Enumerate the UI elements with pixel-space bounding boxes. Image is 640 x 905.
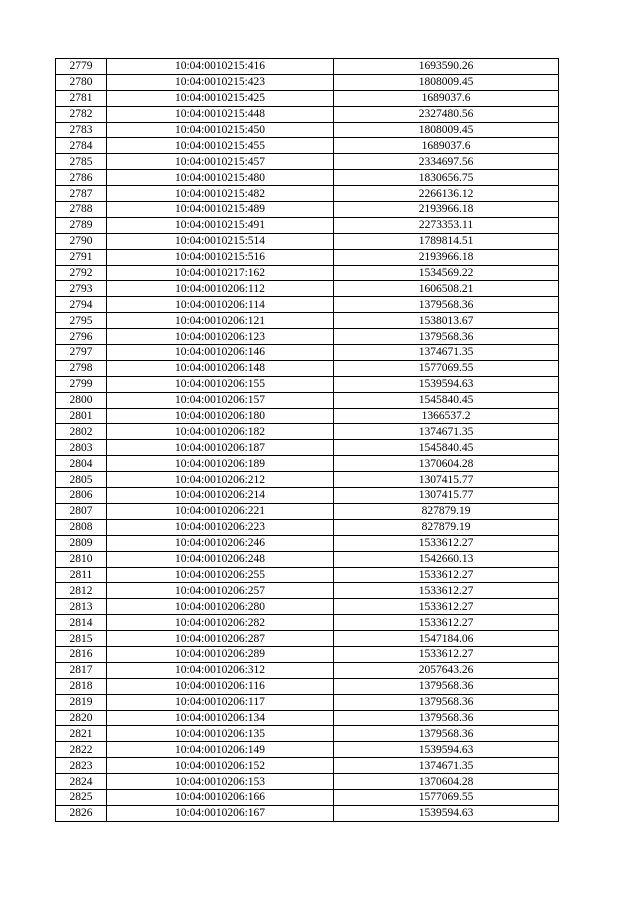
value-cell: 1379568.36	[334, 329, 559, 345]
table-row	[56, 583, 559, 599]
cadastral-number-cell: 10:04:0010206:146	[107, 345, 334, 361]
value-cell: 1538013.67	[334, 313, 559, 329]
row-number-cell: 2823	[56, 758, 107, 774]
row-number-cell: 2779	[56, 59, 107, 75]
table-row	[56, 440, 559, 456]
cadastral-number-cell: 10:04:0010206:312	[107, 662, 334, 678]
cadastral-number-cell: 10:04:0010206:117	[107, 694, 334, 710]
row-number-cell: 2783	[56, 122, 107, 138]
cadastral-number-cell: 10:04:0010215:455	[107, 138, 334, 154]
row-number-cell: 2817	[56, 662, 107, 678]
cadastral-number-cell: 10:04:0010206:287	[107, 631, 334, 647]
cadastral-number-cell: 10:04:0010217:162	[107, 265, 334, 281]
table-row	[56, 662, 559, 678]
value-cell: 1379568.36	[334, 726, 559, 742]
cadastral-number-cell: 10:04:0010206:221	[107, 503, 334, 519]
value-cell: 1379568.36	[334, 678, 559, 694]
table-row	[56, 774, 559, 790]
cadastral-number-cell: 10:04:0010206:246	[107, 535, 334, 551]
table-row	[56, 360, 559, 376]
table-row	[56, 472, 559, 488]
table-row	[56, 567, 559, 583]
cadastral-number-cell: 10:04:0010206:134	[107, 710, 334, 726]
row-number-cell: 2826	[56, 805, 107, 821]
value-cell: 1366537.2	[334, 408, 559, 424]
value-cell: 1577069.55	[334, 360, 559, 376]
cadastral-number-cell: 10:04:0010206:182	[107, 424, 334, 440]
value-cell: 1689037.6	[334, 138, 559, 154]
cadastral-number-cell: 10:04:0010206:152	[107, 758, 334, 774]
value-cell: 1533612.27	[334, 599, 559, 615]
value-cell: 2193966.18	[334, 249, 559, 265]
value-cell: 1808009.45	[334, 74, 559, 90]
cadastral-number-cell: 10:04:0010206:157	[107, 392, 334, 408]
cadastral-number-cell: 10:04:0010206:180	[107, 408, 334, 424]
cadastral-number-cell: 10:04:0010206:280	[107, 599, 334, 615]
row-number-cell: 2809	[56, 535, 107, 551]
value-cell: 1693590.26	[334, 59, 559, 75]
row-number-cell: 2786	[56, 170, 107, 186]
value-cell: 1830656.75	[334, 170, 559, 186]
row-number-cell: 2805	[56, 472, 107, 488]
row-number-cell: 2820	[56, 710, 107, 726]
row-number-cell: 2782	[56, 106, 107, 122]
row-number-cell: 2806	[56, 488, 107, 504]
table-row	[56, 154, 559, 170]
cadastral-number-cell: 10:04:0010206:149	[107, 742, 334, 758]
value-cell: 1370604.28	[334, 774, 559, 790]
table-row	[56, 535, 559, 551]
table-row	[56, 59, 559, 75]
row-number-cell: 2795	[56, 313, 107, 329]
table-row	[56, 519, 559, 535]
table-row	[56, 281, 559, 297]
table-row	[56, 249, 559, 265]
row-number-cell: 2800	[56, 392, 107, 408]
cadastral-number-cell: 10:04:0010206:155	[107, 376, 334, 392]
table-row	[56, 106, 559, 122]
value-cell: 1374671.35	[334, 758, 559, 774]
cadastral-number-cell: 10:04:0010215:482	[107, 186, 334, 202]
table-row	[56, 726, 559, 742]
cadastral-number-cell: 10:04:0010206:289	[107, 646, 334, 662]
cadastral-number-cell: 10:04:0010215:450	[107, 122, 334, 138]
cadastral-number-cell: 10:04:0010206:212	[107, 472, 334, 488]
value-cell: 1379568.36	[334, 297, 559, 313]
value-cell: 1533612.27	[334, 583, 559, 599]
table-row	[56, 631, 559, 647]
row-number-cell: 2790	[56, 233, 107, 249]
value-cell: 1374671.35	[334, 345, 559, 361]
row-number-cell: 2802	[56, 424, 107, 440]
row-number-cell: 2803	[56, 440, 107, 456]
table-row	[56, 456, 559, 472]
table-row	[56, 408, 559, 424]
value-cell: 1808009.45	[334, 122, 559, 138]
value-cell: 1539594.63	[334, 805, 559, 821]
table-row	[56, 138, 559, 154]
value-cell: 2266136.12	[334, 186, 559, 202]
cadastral-number-cell: 10:04:0010206:255	[107, 567, 334, 583]
value-cell: 2327480.56	[334, 106, 559, 122]
value-cell: 827879.19	[334, 519, 559, 535]
row-number-cell: 2780	[56, 74, 107, 90]
table-row	[56, 678, 559, 694]
value-cell: 1545840.45	[334, 440, 559, 456]
table-row	[56, 424, 559, 440]
row-number-cell: 2798	[56, 360, 107, 376]
value-cell: 1606508.21	[334, 281, 559, 297]
value-cell: 1789814.51	[334, 233, 559, 249]
row-number-cell: 2796	[56, 329, 107, 345]
value-cell: 1533612.27	[334, 646, 559, 662]
value-cell: 1370604.28	[334, 456, 559, 472]
row-number-cell: 2815	[56, 631, 107, 647]
row-number-cell: 2807	[56, 503, 107, 519]
table-body	[56, 59, 559, 822]
value-cell: 1379568.36	[334, 694, 559, 710]
row-number-cell: 2785	[56, 154, 107, 170]
row-number-cell: 2814	[56, 615, 107, 631]
cadastral-number-cell: 10:04:0010206:187	[107, 440, 334, 456]
row-number-cell: 2791	[56, 249, 107, 265]
value-cell: 1307415.77	[334, 472, 559, 488]
table-row	[56, 599, 559, 615]
cadastral-number-cell: 10:04:0010206:121	[107, 313, 334, 329]
table-row	[56, 694, 559, 710]
cadastral-number-cell: 10:04:0010206:148	[107, 360, 334, 376]
table-row	[56, 297, 559, 313]
cadastral-number-cell: 10:04:0010206:282	[107, 615, 334, 631]
table-row	[56, 488, 559, 504]
row-number-cell: 2822	[56, 742, 107, 758]
cadastral-number-cell: 10:04:0010206:116	[107, 678, 334, 694]
table-row	[56, 805, 559, 821]
cadastral-number-cell: 10:04:0010215:416	[107, 59, 334, 75]
cadastral-number-cell: 10:04:0010206:223	[107, 519, 334, 535]
row-number-cell: 2825	[56, 789, 107, 805]
cadastral-number-cell: 10:04:0010206:123	[107, 329, 334, 345]
value-cell: 1379568.36	[334, 710, 559, 726]
value-cell: 1534569.22	[334, 265, 559, 281]
row-number-cell: 2781	[56, 90, 107, 106]
value-cell: 2057643.26	[334, 662, 559, 678]
value-cell: 1547184.06	[334, 631, 559, 647]
row-number-cell: 2784	[56, 138, 107, 154]
table-row	[56, 265, 559, 281]
table-row	[56, 313, 559, 329]
value-cell: 1577069.55	[334, 789, 559, 805]
table-row	[56, 789, 559, 805]
table-row	[56, 345, 559, 361]
row-number-cell: 2811	[56, 567, 107, 583]
cadastral-number-cell: 10:04:0010206:167	[107, 805, 334, 821]
cadastral-number-cell: 10:04:0010215:423	[107, 74, 334, 90]
value-cell: 1542660.13	[334, 551, 559, 567]
table-row	[56, 170, 559, 186]
value-cell: 1533612.27	[334, 615, 559, 631]
table-row	[56, 615, 559, 631]
table-row	[56, 503, 559, 519]
row-number-cell: 2819	[56, 694, 107, 710]
cadastral-number-cell: 10:04:0010206:114	[107, 297, 334, 313]
cadastral-value-table	[55, 58, 559, 822]
row-number-cell: 2788	[56, 202, 107, 218]
table-row	[56, 74, 559, 90]
table-row	[56, 329, 559, 345]
row-number-cell: 2812	[56, 583, 107, 599]
row-number-cell: 2793	[56, 281, 107, 297]
table-row	[56, 376, 559, 392]
cadastral-number-cell: 10:04:0010215:448	[107, 106, 334, 122]
table-row	[56, 90, 559, 106]
cadastral-number-cell: 10:04:0010206:166	[107, 789, 334, 805]
row-number-cell: 2794	[56, 297, 107, 313]
cadastral-number-cell: 10:04:0010206:214	[107, 488, 334, 504]
cadastral-number-cell: 10:04:0010206:189	[107, 456, 334, 472]
row-number-cell: 2799	[56, 376, 107, 392]
row-number-cell: 2792	[56, 265, 107, 281]
cadastral-number-cell: 10:04:0010206:153	[107, 774, 334, 790]
row-number-cell: 2821	[56, 726, 107, 742]
row-number-cell: 2801	[56, 408, 107, 424]
row-number-cell: 2804	[56, 456, 107, 472]
row-number-cell: 2818	[56, 678, 107, 694]
cadastral-number-cell: 10:04:0010215:489	[107, 202, 334, 218]
row-number-cell: 2816	[56, 646, 107, 662]
value-cell: 2273353.11	[334, 217, 559, 233]
cadastral-number-cell: 10:04:0010215:516	[107, 249, 334, 265]
cadastral-number-cell: 10:04:0010206:135	[107, 726, 334, 742]
row-number-cell: 2810	[56, 551, 107, 567]
row-number-cell: 2813	[56, 599, 107, 615]
value-cell: 827879.19	[334, 503, 559, 519]
value-cell: 1533612.27	[334, 535, 559, 551]
row-number-cell: 2787	[56, 186, 107, 202]
table-row	[56, 233, 559, 249]
table-row	[56, 551, 559, 567]
cadastral-number-cell: 10:04:0010206:248	[107, 551, 334, 567]
cadastral-number-cell: 10:04:0010215:457	[107, 154, 334, 170]
table-row	[56, 392, 559, 408]
row-number-cell: 2808	[56, 519, 107, 535]
value-cell: 1539594.63	[334, 742, 559, 758]
cadastral-number-cell: 10:04:0010206:112	[107, 281, 334, 297]
value-cell: 1689037.6	[334, 90, 559, 106]
table-row	[56, 758, 559, 774]
table-row	[56, 646, 559, 662]
value-cell: 1374671.35	[334, 424, 559, 440]
row-number-cell: 2824	[56, 774, 107, 790]
table-row	[56, 710, 559, 726]
row-number-cell: 2789	[56, 217, 107, 233]
cadastral-number-cell: 10:04:0010206:257	[107, 583, 334, 599]
table-row	[56, 742, 559, 758]
table-row	[56, 122, 559, 138]
value-cell: 1545840.45	[334, 392, 559, 408]
cadastral-number-cell: 10:04:0010215:514	[107, 233, 334, 249]
value-cell: 1307415.77	[334, 488, 559, 504]
table-row	[56, 202, 559, 218]
table-row	[56, 217, 559, 233]
cadastral-number-cell: 10:04:0010215:425	[107, 90, 334, 106]
value-cell: 1533612.27	[334, 567, 559, 583]
value-cell: 2334697.56	[334, 154, 559, 170]
cadastral-number-cell: 10:04:0010215:491	[107, 217, 334, 233]
value-cell: 2193966.18	[334, 202, 559, 218]
row-number-cell: 2797	[56, 345, 107, 361]
table-row	[56, 186, 559, 202]
value-cell: 1539594.63	[334, 376, 559, 392]
cadastral-number-cell: 10:04:0010215:480	[107, 170, 334, 186]
